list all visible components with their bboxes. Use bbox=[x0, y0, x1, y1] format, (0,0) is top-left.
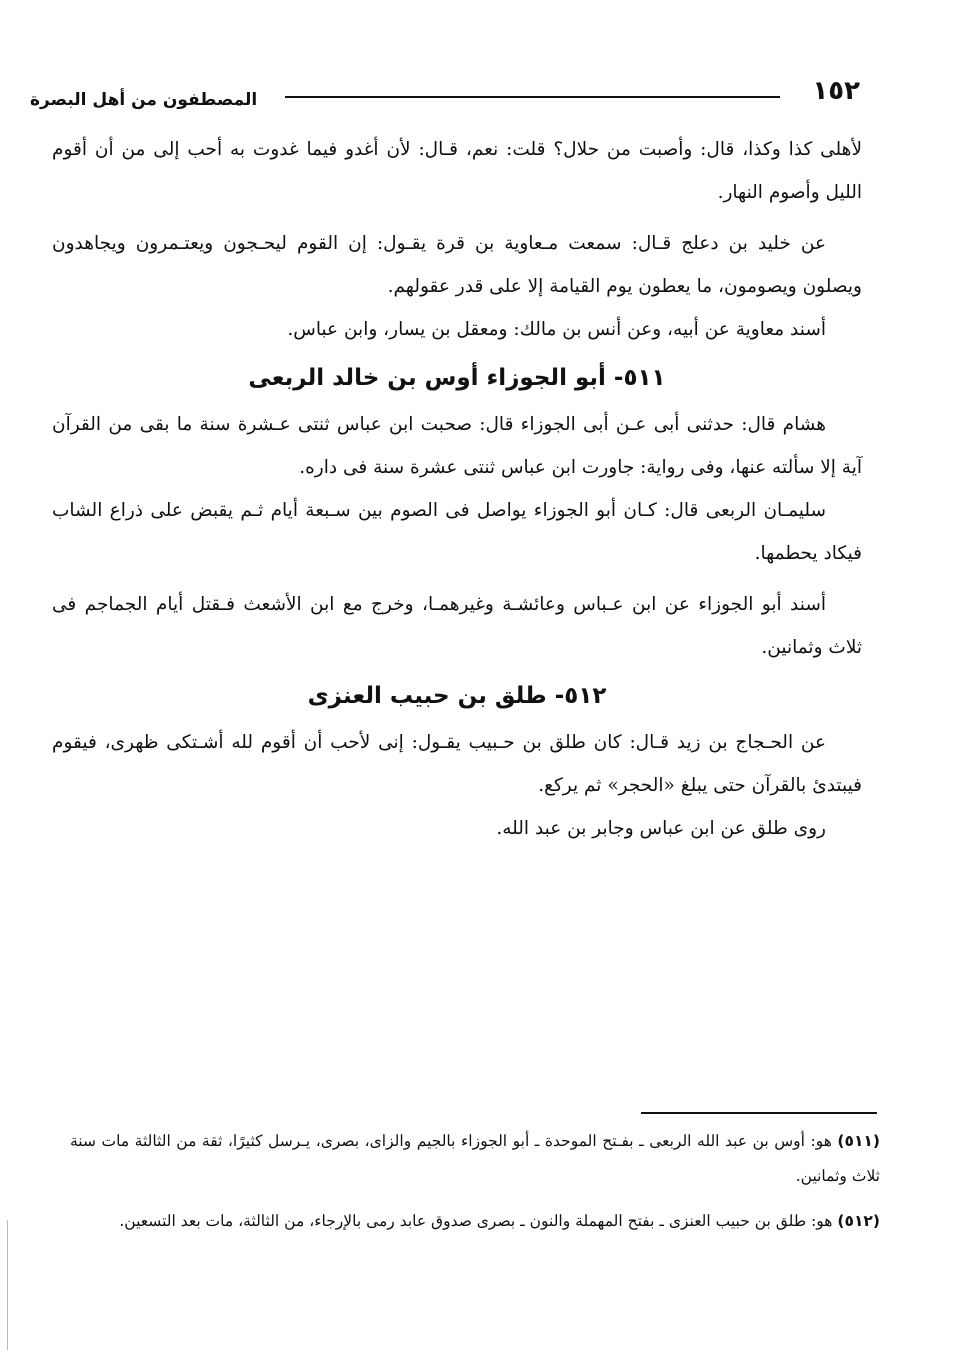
paragraph: روى طلق عن ابن عباس وجابر بن عبد الله. bbox=[496, 818, 826, 839]
paragraph: أسند أبو الجوزاء عن ابن عـباس وعائشـة وغيرهمـا، وخرج مع ابن الأشعث فـقتل أيام الجماجم فى ثلاث وثمانين. bbox=[52, 594, 862, 658]
section-heading-512: ٥١٢- طلق بن حبيب العنزى bbox=[307, 683, 607, 709]
paragraph: عن خليد بن دعلج قـال: سمعت مـعاوية بن قرة يقـول: إن القوم ليحـجون ويعتـمرون ويجاهدون ويصلون ويصومون، ما يعطون يوم القيامة إلا على قدر عقولهم. bbox=[52, 233, 862, 297]
header-rule bbox=[285, 96, 780, 98]
footnote-label: (٥١٢) bbox=[837, 1212, 880, 1230]
paragraph: هشام قال: حدثنى أبى عـن أبى الجوزاء قال: صحبت ابن عباس ثنتى عـشرة سنة ما بقى من القرآن آية إلا سألته عنها، وفى رواية: جاورت ابن عباس ثنتى عشرة سنة فى داره. bbox=[52, 414, 862, 478]
paragraph: عن الحـجاج بن زيد قـال: كان طلق بن حـبيب يقـول: إنى لأحب أن أقوم لله أشـتكى ظهرى، فيقوم فيبتدئ بالقرآن حتى يبلغ «الحجر» ثم يركع. bbox=[52, 732, 862, 796]
main-text bbox=[52, 128, 862, 850]
scan-edge-mark bbox=[7, 1220, 8, 1350]
paragraph: أسند معاوية عن أبيه، وعن أنس بن مالك: ومعقل بن يسار، وابن عباس. bbox=[287, 319, 826, 340]
paragraph: سليمـان الربعى قال: كـان أبو الجوزاء يواصل فى الصوم بين سـبعة أيام ثـم يقبض على ذراع الشاب فيكاد يحطمها. bbox=[52, 500, 862, 564]
section-heading-511: ٥١١- أبو الجوزاء أوس بن خالد الربعى bbox=[248, 365, 666, 391]
footnote-512 bbox=[70, 1204, 880, 1239]
page-number: ١٥٢ bbox=[812, 76, 860, 106]
paragraph: لأهلى كذا وكذا، قال: وأصبت من حلال؟ قلت: نعم، قـال: لأن أغدو فيما غدوت به أحب إلى من أن أقوم الليل وأصوم النهار. bbox=[52, 139, 862, 203]
page-header bbox=[30, 76, 860, 120]
footnote-label: (٥١١) bbox=[837, 1132, 880, 1150]
footnote-511 bbox=[70, 1124, 880, 1194]
footnote-text: هو: أوس بن عبد الله الربعى ـ بفـتح الموحدة ـ أبو الجوزاء بالجيم والزاى، بصرى، يـرسل كثيرًا، ثقة من الثالثة مات سنة ثلاث وثمانين. bbox=[70, 1132, 880, 1185]
footnotes bbox=[70, 1124, 880, 1249]
footnote-text: هو: طلق بن حبيب العنزى ـ بفتح المهملة والنون ـ بصرى صدوق عابد رمى بالإرجاء، من الثالثة، مات بعد التسعين. bbox=[119, 1212, 833, 1230]
running-title: المصطفون من أهل البصرة bbox=[30, 90, 258, 110]
footnote-rule bbox=[641, 1112, 877, 1114]
